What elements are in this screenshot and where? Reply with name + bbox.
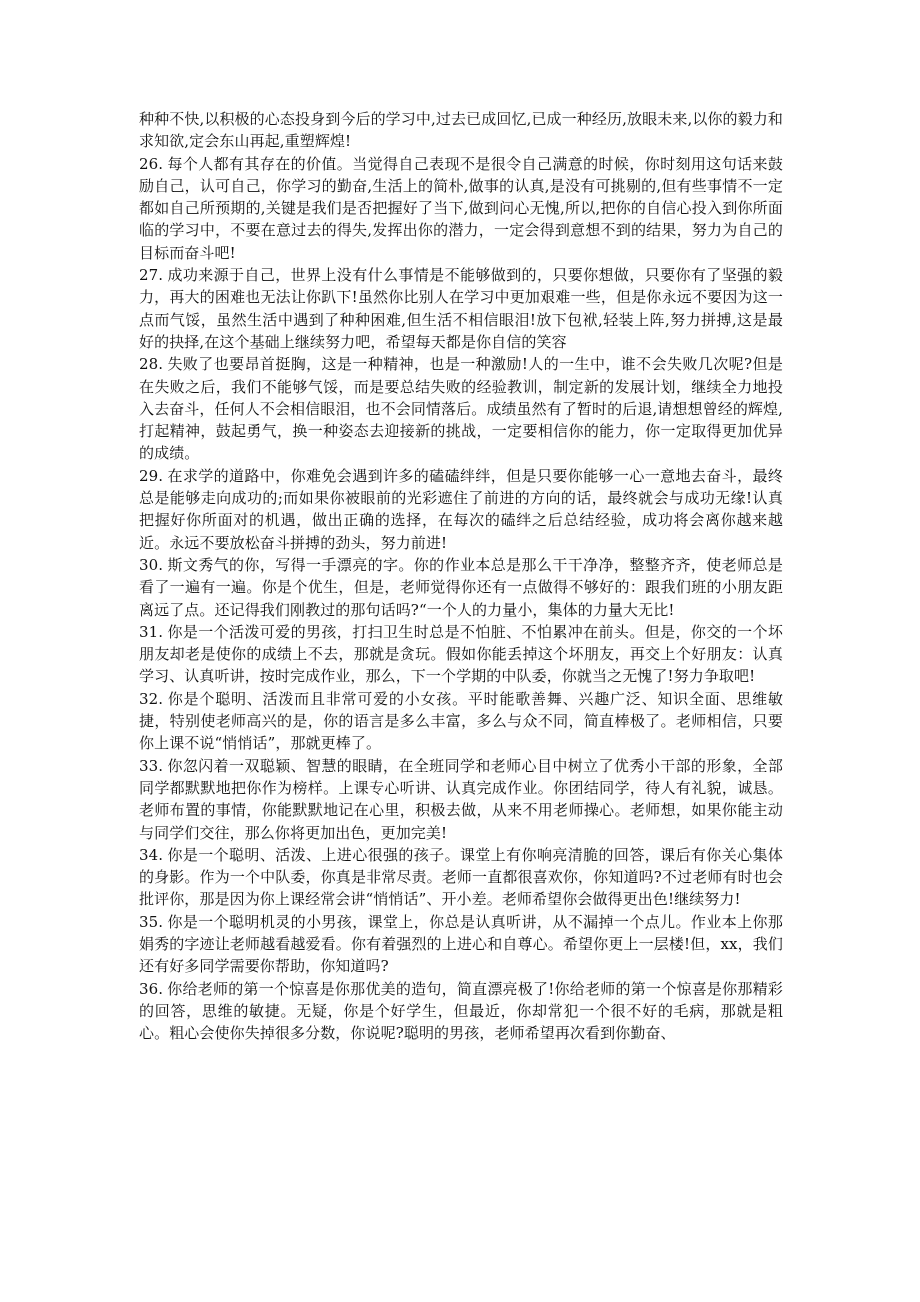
- item-text: 失败了也要昂首挺胸，这是一种精神，也是一种激励!人的一生中，谁不会失败几次呢?但是在失败之后，我们不能够气馁，而是要总结失败的经验教训，制定新的发展计划，继续全力地投入去奋斗，任何人不会相信眼泪，也不会同情落后。成绩虽然有了暂时的后退,请想想曾经的辉煌,打起精神，鼓起勇气，换一种姿态去迎接新的挑战，一定要相信你的能力，你一定取得更加优异的成绩。: [139, 355, 783, 463]
- comment-paragraph: [139, 688, 783, 755]
- item-number: 33.: [139, 756, 164, 775]
- item-text: 你是一个聪明、活泼、上进心很强的孩子。课堂上有你响亮清脆的回答，课后有你关心集体的身影。作为一个中队委，你真是非常尽责。老师一直都很喜欢你，你知道吗?不过老师有时也会批评你，那是因为你上课经常会讲“悄悄话”、开小差。老师希望你会做得更出色!继续努力!: [139, 845, 783, 909]
- item-text: 你是个聪明、活泼而且非常可爱的小女孩。平时能歌善舞、兴趣广泛、知识全面、思维敏捷，特别使老师高兴的是，你的语言是多么丰富，多么与众不同，简直棒极了。老师相信，只要你上课不说“悄悄话”，那就更棒了。: [139, 689, 783, 753]
- item-text: 斯文秀气的你，写得一手漂亮的字。你的作业本总是那么干干净净，整整齐齐，使老师总是看了一遍有一遍。你是个优生，但是，老师觉得你还有一点做得不够好的：跟我们班的小朋友距离远了点。还记得我们刚教过的那句话吗?“一个人的力量小，集体的力量大无比!: [139, 555, 783, 619]
- comment-paragraph: [139, 465, 783, 554]
- comment-paragraph: [139, 621, 783, 688]
- intro-paragraph: 种种不快,以积极的心态投身到今后的学习中,过去已成回忆,已成一种经历,放眼未来,以你的毅力和求知欲,定会东山再起,重塑辉煌!: [139, 110, 783, 151]
- item-number: 31.: [139, 622, 164, 641]
- item-number: 35.: [139, 912, 164, 931]
- comment-paragraph: [139, 844, 783, 911]
- comment-paragraph: [139, 978, 783, 1045]
- item-text: 每个人都有其存在的价值。当觉得自己表现不是很令自己满意的时候，你时刻用这句话来鼓励自己，认可自己，你学习的勤奋,生活上的简朴,做事的认真,是没有可挑剔的,但有些事情不一定都如自己所预期的,关键是我们是否把握好了当下,做到问心无愧,所以,把你的自信心投入到你所面临的学习中，不要在意过去的得失,发挥出你的潜力，一定会得到意想不到的结果，努力为自己的目标而奋斗吧!: [139, 154, 783, 262]
- item-number: 34.: [139, 845, 164, 864]
- comment-paragraph: [139, 353, 783, 464]
- item-number: 28.: [139, 355, 164, 374]
- item-text: 你忽闪着一双聪颖、智慧的眼睛，在全班同学和老师心目中树立了优秀小干部的形象，全部同学都默默地把你作为榜样。上课专心听讲、认真完成作业。你团结同学，待人有礼貌，诚恳。老师布置的事情，你能默默地记在心里，积极去做，从来不用老师操心。老师想，如果你能主动与同学们交往，那么你将更加出色，更加完美!: [139, 756, 783, 842]
- item-text: 你是一个活泼可爱的男孩，打扫卫生时总是不怕脏、不怕累冲在前头。但是，你交的一个坏朋友却老是使你的成绩上不去，那就是贪玩。假如你能丢掉这个坏朋友，再交上个好朋友：认真学习、认真听讲，按时完成作业，那么，下一个学期的中队委，你就当之无愧了!努力争取吧!: [139, 622, 783, 686]
- item-text: 你是一个聪明机灵的小男孩，课堂上，你总是认真听讲，从不漏掉一个点儿。作业本上你那娟秀的字迹让老师越看越爱看。你有着强烈的上进心和自尊心。希望你更上一层楼!但，xx，我们还有好多同学需要你帮助，你知道吗?: [139, 912, 783, 976]
- comment-paragraph: [139, 911, 783, 978]
- item-text: 成功来源于自己，世界上没有什么事情是不能够做到的，只要你想做，只要你有了坚强的毅力，再大的困难也无法让你趴下!虽然你比别人在学习中更加艰难一些，但是你永远不要因为这一点而气馁，虽然生活中遇到了种种困难,但生活不相信眼泪!放下包袱,轻装上阵,努力拼搏,这是最好的抉择,在这个基础上继续努力吧，希望每天都是你自信的笑容: [139, 266, 783, 351]
- comment-paragraph: [139, 264, 783, 353]
- item-text: 在求学的道路中，你难免会遇到许多的磕磕绊绊，但是只要你能够一心一意地去奋斗，最终总是能够走向成功的;而如果你被眼前的光彩遮住了前进的方向的话，最终就会与成功无缘!认真把握好你所面对的机遇，做出正确的选择，在每次的磕绊之后总结经验，成功将会离你越来越近。永远不要放松奋斗拼搏的劲头，努力前进!: [139, 466, 783, 552]
- item-text: 你给老师的第一个惊喜是你那优美的造句，简直漂亮极了!你给老师的第一个惊喜是你那精彩的回答，思维的敏捷。无疑，你是个好学生，但最近，你却常犯一个很不好的毛病，那就是粗心。粗心会使你失掉很多分数，你说呢?聪明的男孩，老师希望再次看到你勤奋、: [139, 979, 783, 1043]
- item-number: 27.: [139, 266, 164, 285]
- item-number: 30.: [139, 555, 164, 574]
- item-number: 36.: [139, 979, 164, 998]
- document-page: [139, 108, 783, 1044]
- comment-paragraph: [139, 554, 783, 621]
- item-number: 29.: [139, 466, 164, 485]
- item-number: 32.: [139, 689, 164, 708]
- comment-paragraph: [139, 153, 783, 264]
- comment-paragraph: [139, 755, 783, 844]
- item-number: 26.: [139, 154, 164, 173]
